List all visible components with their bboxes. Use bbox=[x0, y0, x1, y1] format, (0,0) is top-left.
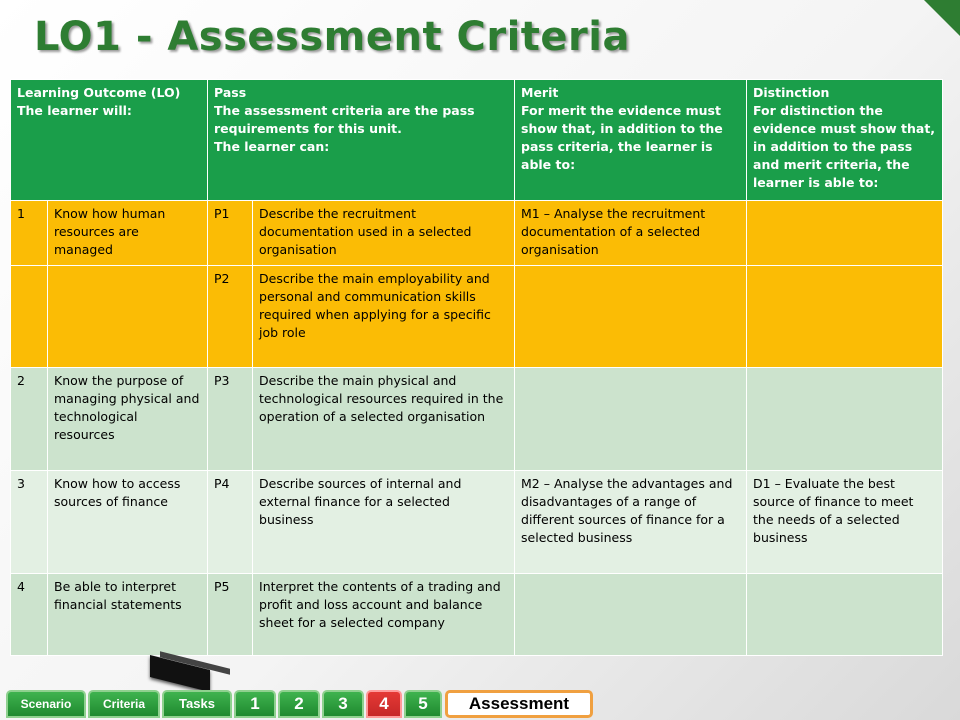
nav-assessment-button[interactable]: Assessment bbox=[445, 690, 593, 718]
outcome-text: Know how to access sources of finance bbox=[48, 471, 208, 574]
outcome-text: Know the purpose of managing physical and technological resources bbox=[48, 368, 208, 471]
pass-code: P5 bbox=[208, 574, 253, 656]
distinction-text bbox=[747, 201, 943, 266]
table-row bbox=[11, 471, 943, 574]
table-row bbox=[11, 266, 943, 368]
pass-text: Describe the recruitment documentation used in a selected organisation bbox=[253, 201, 515, 266]
assessment-criteria-table bbox=[10, 79, 943, 656]
outcome-text bbox=[48, 266, 208, 368]
nav-criteria-button[interactable]: Criteria bbox=[88, 690, 160, 718]
pass-code: P4 bbox=[208, 471, 253, 574]
outcome-text: Be able to interpret financial statements bbox=[48, 574, 208, 656]
distinction-text: D1 – Evaluate the best source of finance to meet the needs of a selected business bbox=[747, 471, 943, 574]
nav-page-3-button[interactable]: 3 bbox=[322, 690, 364, 718]
nav-page-4-button[interactable]: 4 bbox=[366, 690, 402, 718]
outcome-number: 4 bbox=[11, 574, 48, 656]
header-pass: Pass The assessment criteria are the pass requirements for this unit. The learner can: bbox=[208, 80, 515, 201]
header-distinction: Distinction For distinction the evidence must show that, in addition to the pass and merit criteria, the learner is able to: bbox=[747, 80, 943, 201]
pass-text: Describe sources of internal and external finance for a selected business bbox=[253, 471, 515, 574]
merit-text bbox=[515, 574, 747, 656]
merit-text bbox=[515, 368, 747, 471]
table-header-row bbox=[11, 80, 943, 201]
page-title: LO1 - Assessment Criteria bbox=[34, 14, 630, 60]
corner-decoration bbox=[924, 0, 960, 36]
outcome-number: 2 bbox=[11, 368, 48, 471]
pass-code: P2 bbox=[208, 266, 253, 368]
merit-text bbox=[515, 266, 747, 368]
nav-tasks-button[interactable]: Tasks bbox=[162, 690, 232, 718]
nav-scenario-button[interactable]: Scenario bbox=[6, 690, 86, 718]
nav-page-1-button[interactable]: 1 bbox=[234, 690, 276, 718]
pass-code: P1 bbox=[208, 201, 253, 266]
outcome-number: 1 bbox=[11, 201, 48, 266]
table-row bbox=[11, 201, 943, 266]
nav-page-2-button[interactable]: 2 bbox=[278, 690, 320, 718]
distinction-text bbox=[747, 368, 943, 471]
pass-text: Interpret the contents of a trading and profit and loss account and balance sheet for a selected company bbox=[253, 574, 515, 656]
distinction-text bbox=[747, 574, 943, 656]
pass-code: P3 bbox=[208, 368, 253, 471]
merit-text: M2 – Analyse the advantages and disadvantages of a range of different sources of finance for a selected business bbox=[515, 471, 747, 574]
pass-text: Describe the main employability and personal and communication skills required when applying for a specific job role bbox=[253, 266, 515, 368]
header-learning-outcome: Learning Outcome (LO) The learner will: bbox=[11, 80, 208, 201]
table-row bbox=[11, 574, 943, 656]
outcome-number bbox=[11, 266, 48, 368]
pass-text: Describe the main physical and technological resources required in the operation of a selected organisation bbox=[253, 368, 515, 471]
bottom-navigation bbox=[0, 688, 960, 720]
merit-text: M1 – Analyse the recruitment documentation of a selected organisation bbox=[515, 201, 747, 266]
header-merit: Merit For merit the evidence must show that, in addition to the pass criteria, the learner is able to: bbox=[515, 80, 747, 201]
nav-page-5-button[interactable]: 5 bbox=[404, 690, 442, 718]
table-row bbox=[11, 368, 943, 471]
outcome-number: 3 bbox=[11, 471, 48, 574]
distinction-text bbox=[747, 266, 943, 368]
outcome-text: Know how human resources are managed bbox=[48, 201, 208, 266]
